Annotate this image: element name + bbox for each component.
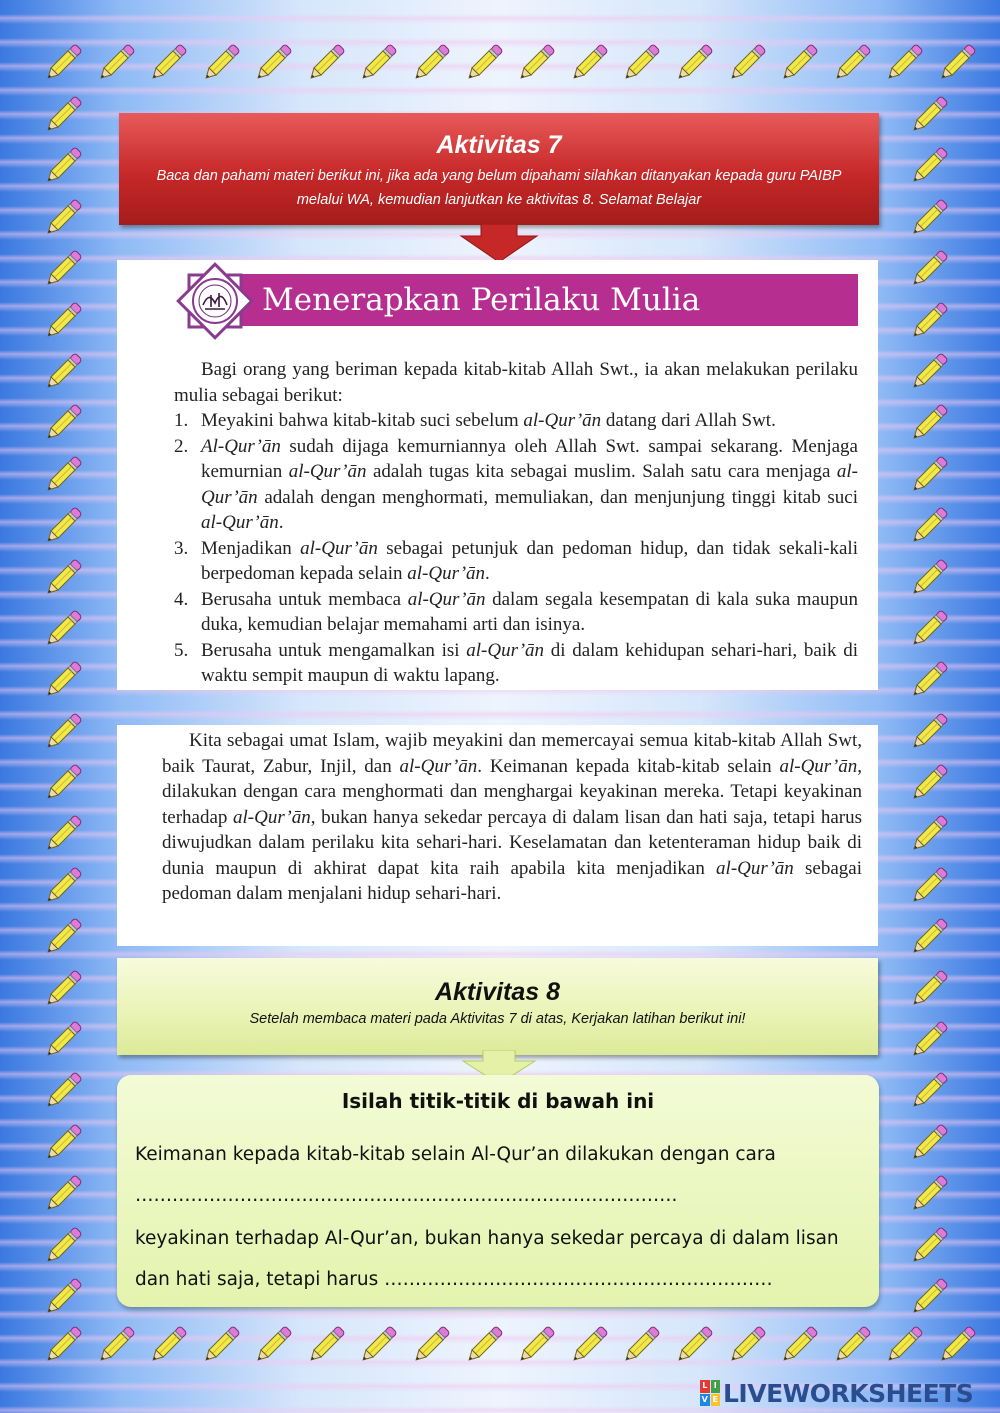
pencil-border-top (40, 40, 980, 88)
pencil-icon (93, 1322, 139, 1368)
list-item-number: 4. (174, 588, 189, 610)
text-run: Kita sebagai umat Islam, wajib meyakini dan memercayai semua kitab-kitab Allah Swt, baik Taurat, Zabur, Injil, dan (162, 730, 862, 777)
pencil-icon (906, 349, 952, 395)
pencil-icon (671, 40, 717, 86)
quran-term: al-Qur’ān (201, 461, 858, 508)
pencil-icon (408, 40, 454, 86)
list-item-number: 3. (174, 537, 189, 559)
pencil-icon (906, 503, 952, 549)
pencil-icon (906, 1274, 952, 1320)
pencil-icon (40, 246, 86, 292)
activity7-banner (119, 113, 879, 225)
pencil-icon (40, 1017, 86, 1063)
text-run: sebagai pedoman dalam menjalani hidup sehari-hari. (162, 857, 862, 904)
quran-term: al-Qur’ān (407, 588, 486, 610)
exercise-box (117, 1075, 879, 1307)
pencil-icon (618, 1322, 664, 1368)
list-item-text (201, 587, 858, 638)
list-item-number: 5. (174, 639, 189, 661)
text-run: , dilakukan dengan cara menghormati dan menghargai keyakinan mereka. Tetapi keyakinan terhadap (162, 755, 862, 828)
pencil-icon (93, 40, 139, 86)
pencil-border-bottom (40, 1322, 980, 1370)
pencil-icon (906, 760, 952, 806)
pencil-icon (355, 1322, 401, 1368)
badge-letter: I (711, 1380, 721, 1393)
answer-blank-1[interactable]: ……………………………………………………………………………. (135, 1185, 678, 1206)
pencil-icon (461, 1322, 507, 1368)
material-paragraph (162, 728, 862, 907)
text-run: . (278, 512, 284, 533)
activity8-title: Aktivitas 8 (434, 978, 561, 1006)
pencil-icon (829, 1322, 875, 1368)
pencil-icon (829, 40, 875, 86)
pencil-icon (906, 1120, 952, 1166)
pencil-icon (934, 40, 980, 86)
pencil-icon (40, 657, 86, 703)
pencil-icon (355, 40, 401, 86)
activity7-description: Baca dan pahami materi berikut ini, jika ada yang belum dipahami silahkan ditanyakan kepada guru PAIBP melalui WA, kemudian lanjutkan ke aktivitas 8. Selamat Belajar (156, 168, 842, 208)
pencil-icon (145, 1322, 191, 1368)
text-run: adalah dengan menghormati, memuliakan, dan menjunjung tinggi kitab suci (257, 486, 858, 508)
pencil-icon (724, 1322, 770, 1368)
list-item (174, 536, 858, 587)
pencil-icon (145, 40, 191, 86)
quran-term: Al-Qur’ān (201, 435, 281, 457)
liveworksheets-badge-icon (700, 1380, 720, 1406)
pencil-icon (618, 40, 664, 86)
pencil-icon (250, 40, 296, 86)
text-run: sebagai petunjuk dan pedoman hidup, dan tidak sekali-kali berpedoman kepada selain (201, 537, 858, 584)
pencil-icon (40, 966, 86, 1012)
pencil-icon (198, 40, 244, 86)
pencil-icon (776, 40, 822, 86)
badge-letter: V (700, 1394, 710, 1407)
list-item-text (201, 434, 858, 536)
text-run: . Keimanan kepada kitab-kitab selain (477, 755, 780, 777)
down-arrow-icon (459, 224, 539, 264)
pencil-icon (40, 40, 86, 86)
pencil-icon (776, 1322, 822, 1368)
list-item-text (201, 638, 858, 689)
text-run: . (485, 563, 490, 584)
quran-term: al-Qur’ān (399, 755, 478, 777)
quran-term: al-Qur’ān (466, 639, 545, 661)
pencil-icon (40, 1223, 86, 1269)
pencil-icon (40, 811, 86, 857)
pencil-icon (40, 349, 86, 395)
pencil-icon (40, 709, 86, 755)
pencil-icon (566, 40, 612, 86)
text-run: Berusaha untuk mengamalkan isi (201, 639, 467, 661)
list-item (174, 408, 858, 434)
pencil-icon (906, 298, 952, 344)
pencil-border-right (906, 92, 954, 1320)
pencil-icon (408, 1322, 454, 1368)
pencil-icon (40, 1120, 86, 1166)
pencil-icon (513, 1322, 559, 1368)
pencil-icon (303, 40, 349, 86)
quran-term: al-Qur’ān (300, 537, 378, 559)
pencil-icon (303, 1322, 349, 1368)
behavior-list (174, 408, 858, 689)
quran-term: al-Qur’ān (407, 563, 486, 584)
text-run: dalam segala kesempatan di kala suka maupun duka, kemudian belajar memahami arti dan isinya. (201, 588, 859, 635)
pencil-icon (40, 400, 86, 446)
quran-term: al-Qur’ān (288, 461, 367, 482)
exercise-question-2: keyakinan terhadap Al-Qur’an, bukan hanya sekedar percaya di dalam lisan (135, 1228, 839, 1249)
pencil-icon (934, 1322, 980, 1368)
pencil-icon (40, 143, 86, 189)
quran-term: al-Qur’ān (523, 410, 602, 431)
pencil-icon (40, 452, 86, 498)
pencil-icon (40, 914, 86, 960)
pencil-border-left (40, 92, 88, 1320)
pencil-icon (461, 40, 507, 86)
text-run: sudah dijaga kemurniannya oleh Allah Swt. sampai sekarang. Menjaga kemurnian (201, 435, 858, 482)
pencil-icon (40, 760, 86, 806)
list-item-text (201, 408, 858, 434)
pencil-icon (906, 1171, 952, 1217)
pencil-icon (881, 1322, 927, 1368)
exercise-question-2-continued[interactable]: dan hati saja, tetapi harus ……………………………………………………… (135, 1269, 773, 1290)
pencil-icon (40, 863, 86, 909)
text-run: Berusaha untuk membaca (201, 588, 408, 610)
pencil-icon (881, 40, 927, 86)
list-item-text (201, 536, 858, 587)
pencil-icon (906, 1223, 952, 1269)
pencil-icon (906, 452, 952, 498)
pencil-icon (40, 92, 86, 138)
list-item-number: 2. (174, 435, 189, 457)
pencil-icon (198, 1322, 244, 1368)
text-run: di dalam kehidupan sehari-hari, baik di waktu sempit maupun di waktu lapang. (201, 639, 858, 686)
pencil-icon (906, 143, 952, 189)
activity8-banner (117, 958, 878, 1055)
exercise-title: Isilah titik-titik di bawah ini (341, 1089, 655, 1113)
pencil-icon (906, 1068, 952, 1114)
badge-letter: E (711, 1394, 721, 1407)
pencil-icon (40, 1274, 86, 1320)
pencil-icon (566, 1322, 612, 1368)
text-run: datang dari Allah Swt. (601, 410, 776, 431)
list-item-number: 1. (174, 410, 189, 431)
pencil-icon (40, 298, 86, 344)
pencil-icon (671, 1322, 717, 1368)
pencil-icon (906, 966, 952, 1012)
material-heading: Menerapkan Perilaku Mulia (262, 282, 701, 318)
pencil-icon (906, 811, 952, 857)
calligraphy-emblem-icon (176, 262, 254, 340)
badge-letter: L (700, 1380, 710, 1393)
quran-term: al-Qur’ān (201, 512, 279, 533)
pencil-icon (40, 1171, 86, 1217)
list-item (174, 587, 858, 638)
exercise-question-1: Keimanan kepada kitab-kitab selain Al-Qur’an dilakukan dengan cara (135, 1144, 776, 1165)
pencil-icon (906, 195, 952, 241)
pencil-icon (250, 1322, 296, 1368)
liveworksheets-wordmark: LIVEWORKSHEETS (723, 1378, 974, 1408)
pencil-icon (40, 555, 86, 601)
text-run: , bukan hanya sekedar percaya di dalam lisan dan hati saja, tetapi harus diwujudkan dalam perilaku kita sehari-hari. Keselamatan dan ketenteraman hidup baik di dunia maupun di akhirat dapat kita raih apabila kita menjadikan (162, 806, 863, 879)
pencil-icon (40, 195, 86, 241)
pencil-icon (906, 606, 952, 652)
activity8-description: Setelah membaca materi pada Aktivitas 7 di atas, Kerjakan latihan berikut ini! (249, 1011, 746, 1027)
list-item (174, 434, 858, 536)
pencil-icon (906, 400, 952, 446)
pencil-icon (40, 1322, 86, 1368)
pencil-icon (906, 657, 952, 703)
pencil-icon (906, 246, 952, 292)
pencil-icon (40, 503, 86, 549)
pencil-icon (906, 863, 952, 909)
pencil-icon (40, 606, 86, 652)
liveworksheets-logo (700, 1378, 973, 1408)
pencil-icon (906, 92, 952, 138)
quran-term: al-Qur’ān (716, 857, 794, 879)
activity7-title: Aktivitas 7 (436, 131, 562, 159)
text-run: Menjadikan (201, 537, 301, 559)
quran-term: al-Qur’ān (779, 755, 858, 777)
quran-term: al-Qur’ān (233, 806, 311, 828)
pencil-icon (40, 1068, 86, 1114)
pencil-icon (906, 1017, 952, 1063)
pencil-icon (513, 40, 559, 86)
text-run: adalah tugas kita sebagai muslim. Salah satu cara menjaga (366, 461, 837, 482)
pencil-icon (906, 914, 952, 960)
pencil-icon (906, 709, 952, 755)
text-run: Meyakini bahwa kitab-kitab suci sebelum (201, 410, 524, 431)
list-item (174, 638, 858, 689)
pencil-icon (906, 555, 952, 601)
material-intro: Bagi orang yang beriman kepada kitab-kitab Allah Swt., ia akan melakukan perilaku mulia sebagai berikut: (174, 359, 858, 406)
pencil-icon (724, 40, 770, 86)
